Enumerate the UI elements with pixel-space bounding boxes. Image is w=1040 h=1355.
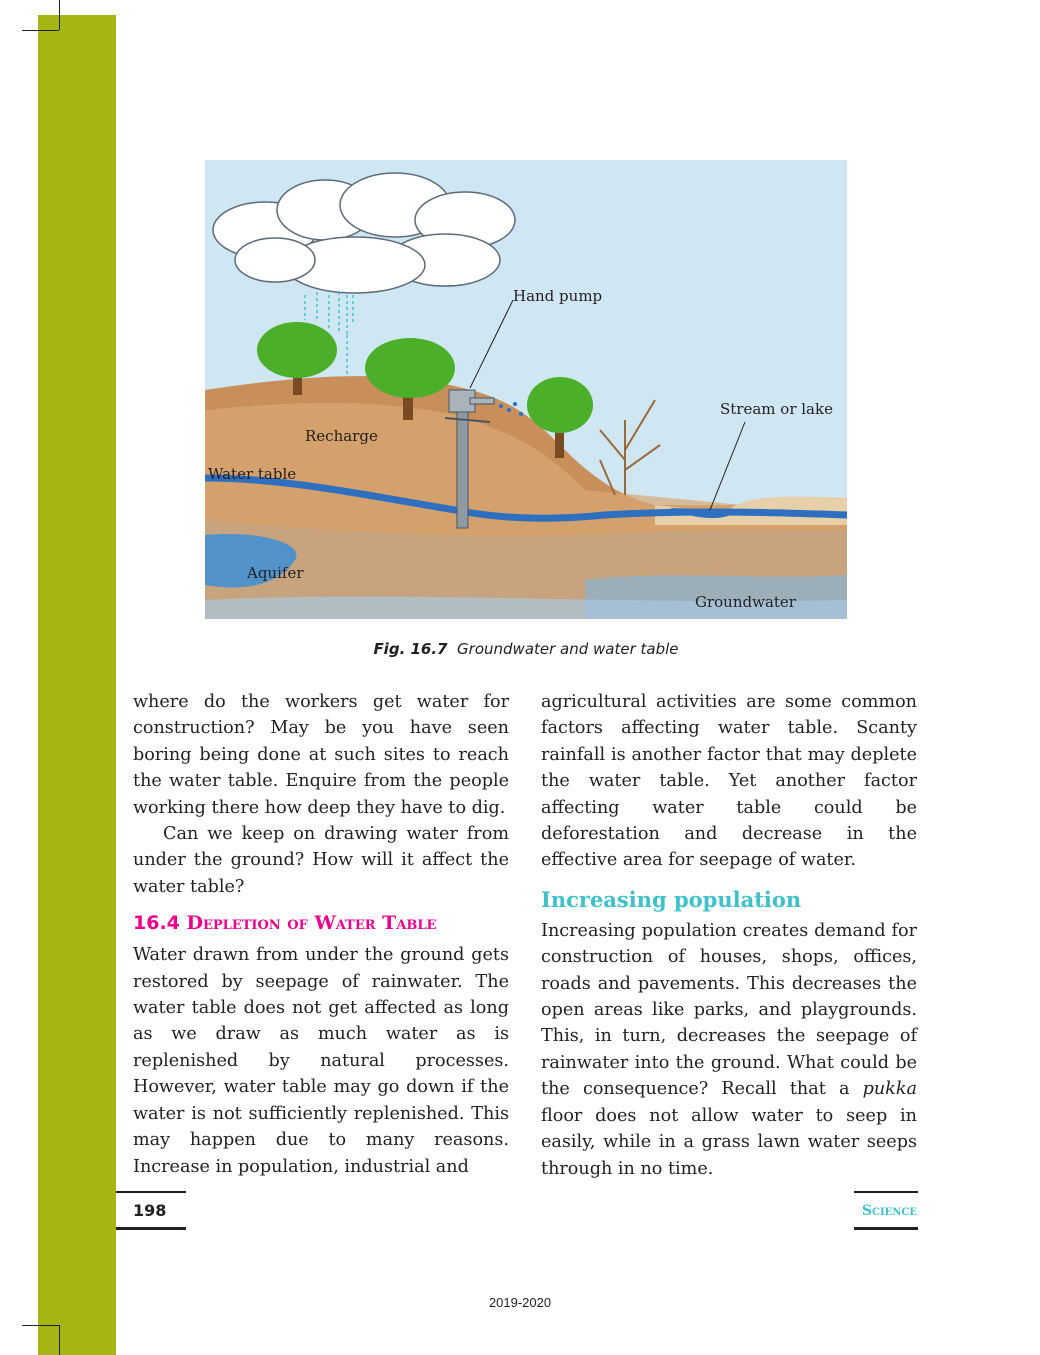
paragraph: agricultural activities are some common factors affecting water table. Scanty rainfall is another factor that may deplete the water table. Yet another factor affecting water table could be deforestation and decrease in the effective area for seepage of water.: [541, 692, 917, 871]
footer-rule-left-top: [116, 1191, 186, 1193]
crop-mark-bottom-vertical: [59, 1325, 60, 1355]
paragraph: where do the workers get water for construction? May be you have seen boring being done at such sites to reach the water table. Enquire from the people working there how deep they have to dig.: [133, 692, 509, 818]
right-column: [541, 689, 917, 1182]
water-table-label: Water table: [208, 465, 297, 483]
text-run: Increasing population creates demand for construction of houses, shops, offices, roads and pavements. This decreases the open areas like parks, and playgrounds. This, in turn, decreases the seepage of rainwater into the ground. What could be the consequence? Recall that a: [541, 920, 917, 1100]
groundwater-label: Groundwater: [695, 593, 796, 611]
footer-rule-right-top: [854, 1191, 918, 1193]
subheading: Increasing population: [541, 886, 802, 912]
figure-caption: [205, 640, 847, 658]
page-number: 198: [133, 1201, 167, 1220]
paragraph: [541, 918, 917, 1182]
footer-rule-left-bottom: [116, 1227, 186, 1230]
crop-mark-top-vertical: [59, 0, 60, 30]
groundwater-figure: [205, 160, 847, 619]
footer-rule-right-bottom: [854, 1227, 918, 1230]
year-stamp: 2019-2020: [488, 1295, 552, 1310]
green-margin-band: [38, 15, 116, 1355]
hand-pump-label: Hand pump: [513, 287, 603, 305]
aquifer-label: Aquifer: [247, 564, 304, 582]
text-run: floor does not allow water to seep in easily, while in a grass lawn water seeps through in no time.: [541, 1105, 917, 1179]
section-title: Depletion of Water Table: [186, 912, 437, 935]
stream-label: Stream or lake: [720, 400, 833, 418]
figure-caption-text: Groundwater and water table: [457, 640, 679, 658]
figure-number: Fig. 16.7: [373, 640, 448, 658]
paragraph: Water drawn from under the ground gets restored by seepage of rainwater. The water table does not get affected as long as we draw as much water as is replenished by natural processes. However, water table may go down if the water is not sufficiently replenished. This may happen due to many reasons. Increase in population, industrial and: [133, 945, 509, 1177]
crop-mark-bottom-horizontal: [22, 1325, 59, 1326]
recharge-label: Recharge: [305, 427, 378, 445]
left-column: [133, 689, 509, 1180]
section-number: 16.4: [133, 912, 180, 935]
emphasis: pukka: [862, 1079, 917, 1100]
crop-mark-top-horizontal: [22, 30, 59, 31]
paragraph: Can we keep on drawing water from under the ground? How will it affect the water table?: [133, 824, 509, 897]
section-heading: [133, 910, 509, 936]
running-title: Science: [861, 1203, 917, 1219]
